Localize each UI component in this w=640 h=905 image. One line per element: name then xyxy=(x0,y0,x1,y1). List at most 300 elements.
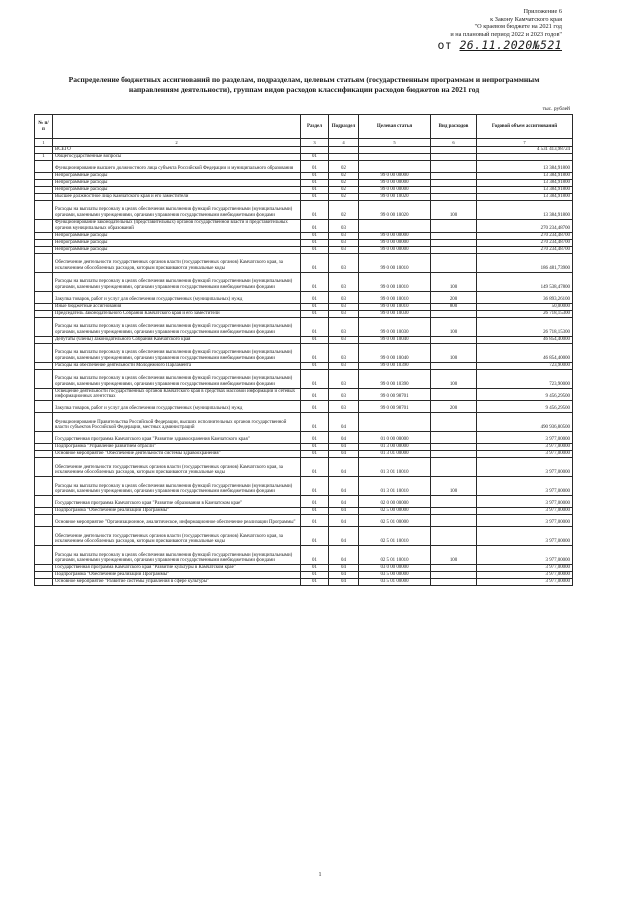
row-subsection: 04 xyxy=(329,444,359,451)
row-section: 01 xyxy=(301,336,329,343)
col-number: 5 xyxy=(359,139,431,147)
table-row xyxy=(35,515,573,527)
appendix-line-4: и на плановый период 2022 и 2023 годов" xyxy=(450,30,562,38)
row-section: 01 xyxy=(301,180,329,187)
row-section xyxy=(301,147,329,154)
header-amount: Годовой объем ассигнований xyxy=(477,115,573,139)
row-number xyxy=(35,173,53,180)
row-amount: 723,90000 xyxy=(477,369,573,388)
row-amount: 3 977,00000 xyxy=(477,527,573,546)
row-expense-type xyxy=(431,413,477,432)
row-subsection: 03 xyxy=(329,310,359,317)
row-section: 01 xyxy=(301,154,329,161)
row-target-article: 03 5 00 00000 xyxy=(359,572,431,579)
header-section: Раздел xyxy=(301,115,329,139)
row-name: Государственная программа Камчатского края "Развитие культуры в Камчатском крае" xyxy=(53,565,301,572)
row-expense-type xyxy=(431,253,477,272)
row-target-article: 99 0 00 98701 xyxy=(359,388,431,401)
table-row xyxy=(35,239,573,246)
table-row xyxy=(35,147,573,154)
row-subsection: 03 xyxy=(329,343,359,362)
table-row xyxy=(35,444,573,451)
row-section: 01 xyxy=(301,496,329,508)
row-expense-type xyxy=(431,336,477,343)
table-row xyxy=(35,194,573,201)
row-target-article: 99 0 00 10040 xyxy=(359,343,431,362)
row-subsection: 02 xyxy=(329,180,359,187)
row-expense-type xyxy=(431,527,477,546)
row-number xyxy=(35,527,53,546)
row-target-article: 01 3 00 00000 xyxy=(359,444,431,451)
row-subsection: 02 xyxy=(329,173,359,180)
row-subsection: 03 xyxy=(329,253,359,272)
row-target-article: 02 5 01 10010 xyxy=(359,527,431,546)
row-subsection: 04 xyxy=(329,432,359,444)
row-expense-type: 100 xyxy=(431,201,477,220)
row-amount: 50,00000 xyxy=(477,303,573,310)
row-section: 01 xyxy=(301,477,329,496)
row-expense-type xyxy=(431,565,477,572)
table-row xyxy=(35,572,573,579)
row-amount: 3 977,00000 xyxy=(477,515,573,527)
row-section: 01 xyxy=(301,310,329,317)
row-target-article: 99 0 00 10030 xyxy=(359,310,431,317)
row-amount: 46 854,40000 xyxy=(477,336,573,343)
table-row xyxy=(35,291,573,303)
row-name: Закупка товаров, работ и услуг для обеспечения государственных (муниципальных) нужд xyxy=(53,291,301,303)
row-name: Непрограммные расходы xyxy=(53,239,301,246)
row-number xyxy=(35,343,53,362)
row-number xyxy=(35,180,53,187)
row-amount: 3 977,00000 xyxy=(477,572,573,579)
table-row xyxy=(35,432,573,444)
table-row xyxy=(35,527,573,546)
table-row xyxy=(35,161,573,173)
row-name: Непрограммные расходы xyxy=(53,173,301,180)
row-number xyxy=(35,496,53,508)
budget-table-body xyxy=(35,147,573,586)
row-amount: 3 977,00000 xyxy=(477,565,573,572)
row-number xyxy=(35,303,53,310)
table-row xyxy=(35,232,573,239)
row-subsection: 04 xyxy=(329,572,359,579)
row-expense-type xyxy=(431,515,477,527)
appendix-line-1: Приложение 6 xyxy=(523,8,562,15)
row-amount: 4 531 413,98724 xyxy=(477,147,573,154)
table-row xyxy=(35,369,573,388)
row-amount: 9 456,29500 xyxy=(477,401,573,413)
row-amount: 13 384,91800 xyxy=(477,161,573,173)
row-name: Расходы на выплаты персоналу в целях обеспечения выполнения функций государственными (муниципальными) органами, казенными учреждениями, органами управления государственными внебюджетными фондами xyxy=(53,201,301,220)
row-expense-type: 100 xyxy=(431,369,477,388)
row-name: Подпрограмма "Обеспечение реализации Программы" xyxy=(53,572,301,579)
table-row xyxy=(35,388,573,401)
row-number xyxy=(35,444,53,451)
row-name: Расходы на выплаты персоналу в целях обеспечения выполнения функций государственными (муниципальными) органами, казенными учреждениями, органами управления государственными внебюджетными фондами xyxy=(53,546,301,565)
table-row xyxy=(35,565,573,572)
page-number: 1 xyxy=(318,872,322,878)
row-name: Расходы на выплаты персоналу в целях обеспечения выполнения функций государственными (муниципальными) органами, казенными учреждениями, органами управления государственными внебюджетными фондами xyxy=(53,477,301,496)
row-target-article: 01 3 01 10010 xyxy=(359,477,431,496)
row-name: Государственная программа Камчатского края "Развитие образования в Камчатском крае" xyxy=(53,496,301,508)
row-name: Непрограммные расходы xyxy=(53,232,301,239)
row-number xyxy=(35,253,53,272)
row-name: Закупка товаров, работ и услуг для обеспечения государственных (муниципальных) нужд xyxy=(53,401,301,413)
row-number xyxy=(35,579,53,586)
row-name: Иные бюджетные ассигнования xyxy=(53,303,301,310)
row-target-article: 99 0 00 00000 xyxy=(359,173,431,180)
row-subsection: 03 xyxy=(329,246,359,253)
row-subsection: 03 xyxy=(329,401,359,413)
row-subsection: 04 xyxy=(329,527,359,546)
row-amount: 9 456,29500 xyxy=(477,388,573,401)
appendix-line-2: к Закону Камчатского края xyxy=(490,15,562,23)
row-expense-type xyxy=(431,180,477,187)
document-title: Распределение бюджетных ассигнований по разделам, подразделам, целевым статьям (государственным программам и непрограммным направлениям деятельности), группам видов расходов классификации расходов бюджетов на 2021 год xyxy=(68,75,540,94)
row-target-article xyxy=(359,413,431,432)
row-subsection: 02 xyxy=(329,194,359,201)
row-expense-type: 100 xyxy=(431,477,477,496)
row-expense-type: 100 xyxy=(431,272,477,291)
table-row xyxy=(35,413,573,432)
row-amount: 270 234,48700 xyxy=(477,232,573,239)
row-number xyxy=(35,369,53,388)
column-number-row xyxy=(35,139,573,147)
row-name: Общегосударственные вопросы xyxy=(53,154,301,161)
row-section: 01 xyxy=(301,220,329,233)
row-section: 01 xyxy=(301,343,329,362)
row-target-article: 99 0 00 10010 xyxy=(359,272,431,291)
row-amount: 3 977,00000 xyxy=(477,508,573,515)
row-expense-type xyxy=(431,572,477,579)
row-subsection: 02 xyxy=(329,161,359,173)
row-name: Функционирование высшего должностного лица субъекта Российской Федерации и муниципального образования xyxy=(53,161,301,173)
header-target: Целевая статья xyxy=(359,115,431,139)
row-number xyxy=(35,458,53,477)
row-subsection: 03 xyxy=(329,303,359,310)
row-number xyxy=(35,477,53,496)
row-expense-type xyxy=(431,173,477,180)
row-expense-type xyxy=(431,451,477,458)
row-amount xyxy=(477,154,573,161)
row-expense-type xyxy=(431,508,477,515)
table-row xyxy=(35,477,573,496)
row-section: 01 xyxy=(301,413,329,432)
row-amount: 490 936,80500 xyxy=(477,413,573,432)
table-row xyxy=(35,496,573,508)
row-amount: 13 384,91800 xyxy=(477,194,573,201)
col-number: 7 xyxy=(477,139,573,147)
row-section: 01 xyxy=(301,369,329,388)
row-target-article: 99 0 00 10390 xyxy=(359,362,431,369)
date-and-number-stamp: 26.11.2020№521 xyxy=(459,38,562,53)
row-amount: 3 977,00000 xyxy=(477,496,573,508)
header-name xyxy=(53,115,301,139)
row-number xyxy=(35,239,53,246)
row-target-article: 99 0 00 10030 xyxy=(359,317,431,336)
row-section: 01 xyxy=(301,572,329,579)
row-expense-type xyxy=(431,496,477,508)
row-number xyxy=(35,161,53,173)
row-section: 01 xyxy=(301,246,329,253)
row-expense-type: 200 xyxy=(431,401,477,413)
row-target-article: 02 5 01 00000 xyxy=(359,515,431,527)
row-amount: 186 481,73900 xyxy=(477,253,573,272)
row-target-article: 01 3 01 00000 xyxy=(359,451,431,458)
row-target-article: 02 5 00 00000 xyxy=(359,508,431,515)
row-name: Освещение деятельности государственных органов Камчатского края в средствах массовой информации и сетевых информационных агентствах xyxy=(53,388,301,401)
row-target-article xyxy=(359,161,431,173)
row-subsection: 04 xyxy=(329,515,359,527)
row-amount: 13 384,91800 xyxy=(477,180,573,187)
date-prefix: от xyxy=(437,38,453,53)
row-number xyxy=(35,508,53,515)
row-subsection: 03 xyxy=(329,317,359,336)
appendix-line-3: "О краевом бюджете на 2021 год xyxy=(474,23,562,31)
row-amount: 149 538,47800 xyxy=(477,272,573,291)
row-target-article: 03 0 00 00000 xyxy=(359,565,431,572)
col-number: 2 xyxy=(53,139,301,147)
table-row xyxy=(35,508,573,515)
row-subsection: 03 xyxy=(329,388,359,401)
table-row xyxy=(35,173,573,180)
row-amount: 3 977,00000 xyxy=(477,451,573,458)
table-row xyxy=(35,579,573,586)
row-target-article: 01 0 00 00000 xyxy=(359,432,431,444)
row-section: 01 xyxy=(301,239,329,246)
table-row xyxy=(35,253,573,272)
row-expense-type xyxy=(431,458,477,477)
row-expense-type xyxy=(431,579,477,586)
row-section: 01 xyxy=(301,388,329,401)
row-expense-type xyxy=(431,187,477,194)
table-row xyxy=(35,546,573,565)
table-row xyxy=(35,272,573,291)
row-subsection: 04 xyxy=(329,458,359,477)
row-amount: 3 977,00000 xyxy=(477,444,573,451)
table-row xyxy=(35,154,573,161)
units-label: тыс. рублей xyxy=(542,106,570,112)
row-section: 01 xyxy=(301,194,329,201)
row-subsection: 02 xyxy=(329,201,359,220)
row-target-article: 99 0 00 10010 xyxy=(359,291,431,303)
row-expense-type: 100 xyxy=(431,317,477,336)
row-number xyxy=(35,291,53,303)
row-name: Расходы на выплаты персоналу в целях обеспечения выполнения функций государственными (муниципальными) органами, казенными учреждениями, органами управления государственными внебюджетными фондами xyxy=(53,317,301,336)
row-target-article: 99 0 00 00000 xyxy=(359,232,431,239)
row-subsection: 04 xyxy=(329,451,359,458)
row-subsection: 04 xyxy=(329,477,359,496)
row-target-article: 99 0 00 10020 xyxy=(359,194,431,201)
law-date-line xyxy=(372,39,562,52)
col-number: 3 xyxy=(301,139,329,147)
table-row xyxy=(35,362,573,369)
header-exp-type: Вид расходов xyxy=(431,115,477,139)
row-section: 01 xyxy=(301,515,329,527)
row-number xyxy=(35,147,53,154)
row-section: 01 xyxy=(301,201,329,220)
row-expense-type xyxy=(431,310,477,317)
row-subsection: 03 xyxy=(329,220,359,233)
row-target-article: 99 0 00 10390 xyxy=(359,369,431,388)
table-row xyxy=(35,246,573,253)
row-section: 01 xyxy=(301,232,329,239)
row-amount: 3 977,00000 xyxy=(477,458,573,477)
table-row xyxy=(35,401,573,413)
row-section: 01 xyxy=(301,451,329,458)
row-target-article: 99 0 00 10010 xyxy=(359,303,431,310)
table-row xyxy=(35,458,573,477)
row-expense-type: 200 xyxy=(431,291,477,303)
row-name: Функционирование законодательных (представительных) органов государственной власти и представительных органов муниципальных образований xyxy=(53,220,301,233)
table-row xyxy=(35,220,573,233)
header-subsection: Подраздел xyxy=(329,115,359,139)
row-number xyxy=(35,246,53,253)
row-name: Подпрограмма "Обеспечение реализации Программы" xyxy=(53,508,301,515)
row-number xyxy=(35,451,53,458)
row-expense-type xyxy=(431,246,477,253)
row-name: Обеспечение деятельности государственных органов власти (государственных органов) Камчатского края, за исключением обособленных расходов, которым присваиваются уникальные коды xyxy=(53,253,301,272)
row-section: 01 xyxy=(301,401,329,413)
row-number xyxy=(35,572,53,579)
row-section: 01 xyxy=(301,458,329,477)
row-number xyxy=(35,220,53,233)
row-target-article: 99 0 00 10020 xyxy=(359,201,431,220)
row-section: 01 xyxy=(301,579,329,586)
row-amount: 3 977,00000 xyxy=(477,546,573,565)
row-name: Расходы на выплаты персоналу в целях обеспечения выполнения функций государственными (муниципальными) органами, казенными учреждениями, органами управления государственными внебюджетными фондами xyxy=(53,343,301,362)
row-amount: 3 977,00000 xyxy=(477,477,573,496)
row-amount: 26 718,15300 xyxy=(477,317,573,336)
row-amount: 13 384,91800 xyxy=(477,173,573,180)
row-target-article: 99 0 00 00000 xyxy=(359,246,431,253)
row-number xyxy=(35,432,53,444)
col-number: 4 xyxy=(329,139,359,147)
row-target-article: 02 5 01 10010 xyxy=(359,546,431,565)
table-row xyxy=(35,201,573,220)
row-amount: 36 893,26100 xyxy=(477,291,573,303)
row-name: Обеспечение деятельности государственных органов власти (государственных органов) Камчатского края, за исключением обособленных расходов, которым присваиваются уникальные коды xyxy=(53,458,301,477)
row-target-article: 99 0 00 00000 xyxy=(359,239,431,246)
row-number xyxy=(35,232,53,239)
row-expense-type xyxy=(431,432,477,444)
row-target-article: 99 0 00 10040 xyxy=(359,336,431,343)
budget-table xyxy=(34,114,573,586)
row-subsection: 04 xyxy=(329,565,359,572)
row-number xyxy=(35,194,53,201)
appendix-header xyxy=(372,8,562,52)
row-expense-type xyxy=(431,239,477,246)
row-section: 01 xyxy=(301,303,329,310)
row-number xyxy=(35,362,53,369)
row-subsection: 03 xyxy=(329,336,359,343)
row-subsection xyxy=(329,147,359,154)
row-number: 1 xyxy=(35,154,53,161)
row-subsection: 04 xyxy=(329,546,359,565)
row-target-article: 99 0 00 00000 xyxy=(359,187,431,194)
row-section: 01 xyxy=(301,253,329,272)
row-subsection: 04 xyxy=(329,413,359,432)
row-expense-type xyxy=(431,232,477,239)
row-expense-type: 100 xyxy=(431,343,477,362)
row-name: Обеспечение деятельности государственных органов власти (государственных органов) Камчатского края, за исключением обособленных расходов, которым присваиваются уникальные коды xyxy=(53,527,301,546)
row-name: Расходы на выплаты персоналу в целях обеспечения выполнения функций государственными (муниципальными) органами, казенными учреждениями, органами управления государственными внебюджетными фондами xyxy=(53,272,301,291)
row-number xyxy=(35,546,53,565)
row-expense-type xyxy=(431,388,477,401)
row-target-article: 99 0 00 10010 xyxy=(359,253,431,272)
row-number xyxy=(35,272,53,291)
table-row xyxy=(35,187,573,194)
row-number xyxy=(35,388,53,401)
row-section: 01 xyxy=(301,565,329,572)
row-subsection: 03 xyxy=(329,291,359,303)
row-subsection: 03 xyxy=(329,232,359,239)
row-subsection: 02 xyxy=(329,187,359,194)
row-expense-type xyxy=(431,147,477,154)
table-row xyxy=(35,180,573,187)
row-name: Основное мероприятие "Организационное, аналитическое, информационное обеспечение реализации Программы" xyxy=(53,515,301,527)
row-amount: 3 977,00000 xyxy=(477,432,573,444)
row-target-article xyxy=(359,147,431,154)
row-amount: 3 977,00000 xyxy=(477,579,573,586)
row-number xyxy=(35,413,53,432)
row-amount: 723,90000 xyxy=(477,362,573,369)
row-section: 01 xyxy=(301,432,329,444)
header-num: № п/п xyxy=(35,115,53,139)
row-section: 01 xyxy=(301,272,329,291)
row-name: Функционирование Правительства Российской Федерации, высших исполнительных органов государственной власти субъектов Российской Федерации, местных администраций xyxy=(53,413,301,432)
row-number xyxy=(35,201,53,220)
row-number xyxy=(35,187,53,194)
row-target-article: 99 0 00 00000 xyxy=(359,180,431,187)
row-subsection: 03 xyxy=(329,362,359,369)
row-number xyxy=(35,310,53,317)
row-subsection: 03 xyxy=(329,272,359,291)
row-section: 01 xyxy=(301,187,329,194)
row-name: Высшее должностное лицо Камчатского края и его заместители xyxy=(53,194,301,201)
row-amount: 26 718,15300 xyxy=(477,310,573,317)
row-target-article: 03 5 01 00000 xyxy=(359,579,431,586)
row-expense-type xyxy=(431,154,477,161)
row-name: Основное мероприятие "Обеспечение деятельности системы здравоохранения" xyxy=(53,451,301,458)
row-name: Непрограммные расходы xyxy=(53,180,301,187)
row-name: Расходы на обеспечение деятельности Молодежного Парламента xyxy=(53,362,301,369)
table-row xyxy=(35,310,573,317)
row-subsection: 04 xyxy=(329,496,359,508)
row-amount: 270 234,48700 xyxy=(477,220,573,233)
row-subsection: 03 xyxy=(329,369,359,388)
row-number xyxy=(35,317,53,336)
table-row xyxy=(35,343,573,362)
row-expense-type xyxy=(431,194,477,201)
row-expense-type xyxy=(431,444,477,451)
row-expense-type: 800 xyxy=(431,303,477,310)
row-name: Непрограммные расходы xyxy=(53,246,301,253)
table-header-row xyxy=(35,115,573,139)
row-name: Подпрограмма "Управление развитием отрасли" xyxy=(53,444,301,451)
row-expense-type xyxy=(431,362,477,369)
table-row xyxy=(35,451,573,458)
row-section: 01 xyxy=(301,291,329,303)
table-row xyxy=(35,303,573,310)
row-number xyxy=(35,565,53,572)
row-amount: 13 384,91800 xyxy=(477,201,573,220)
row-section: 01 xyxy=(301,161,329,173)
row-section: 01 xyxy=(301,317,329,336)
col-number: 1 xyxy=(35,139,53,147)
row-target-article: 02 0 00 00000 xyxy=(359,496,431,508)
row-amount: 270 234,48700 xyxy=(477,246,573,253)
